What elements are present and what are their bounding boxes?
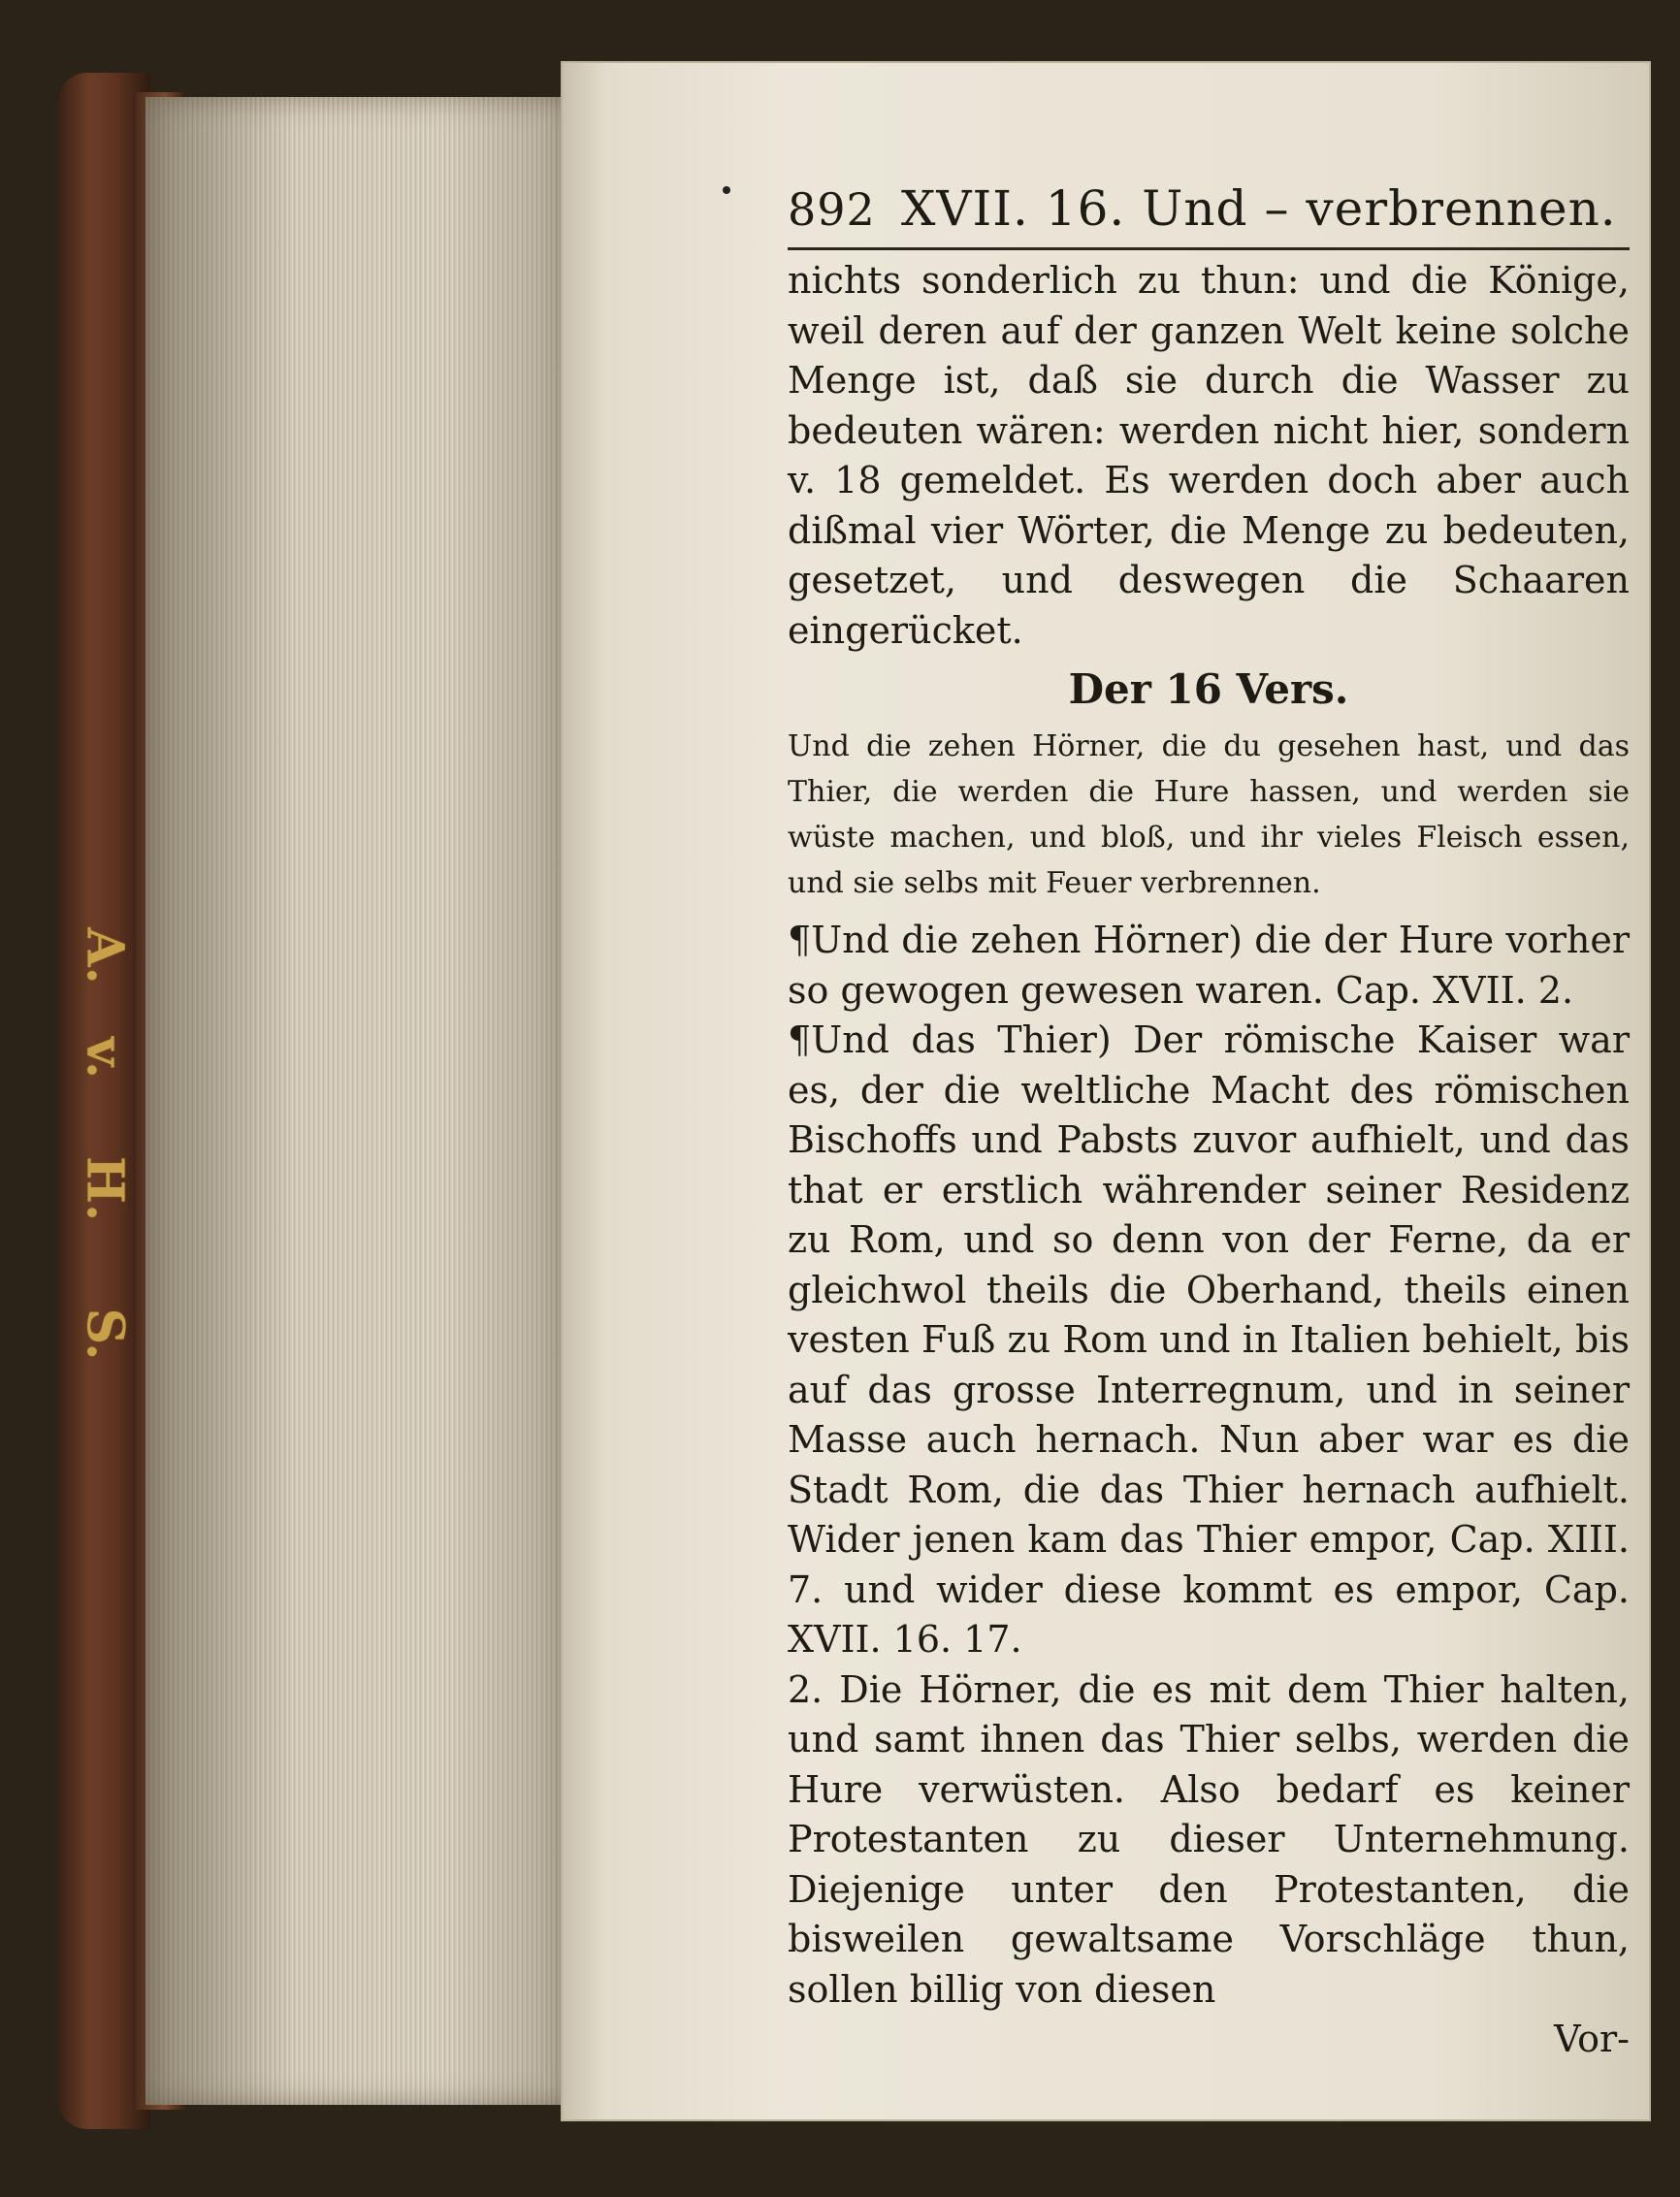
verse-heading: Der 16 Vers. [1068,665,1349,713]
body-text [788,256,1630,2063]
paragraph: ¶Und die zehen Hörner) die der Hure vorher so gewogen gewesen waren. Cap. XVII. 2. [788,919,1630,1012]
paragraph: ¶Und das Thier) Der römische Kaiser war es, der die weltliche Macht des römischen Bischoffs und Pabsts zuvor aufhielt, und das that er erstlich währender seiner Residenz zu Rom, und so denn von der Ferne, da er gleichwol theils die Oberhand, theils einen vesten Fuß zu Rom und in Italien behielt, bis auf das grosse Interregnum, und in seiner Masse auch hernach. Nun aber war es die Stadt Rom, die das Thier hernach aufhielt. Wider jenen kam das Thier empor, Cap. XIII. 7. und wider diese kommt es empor, Cap. XVII. 16. 17. [788,1018,1630,1661]
page-number: 892 [788,183,876,236]
spine-letter: v. [75,1036,134,1080]
page-edges [145,97,567,2105]
page-edges-shade [145,97,567,2105]
catchword: Vor- [1554,2018,1630,2060]
spine-letter: S. [75,1308,134,1361]
page-text [788,175,1630,2063]
spine-letter: H. [75,1155,134,1222]
spine-letter: A. [75,927,134,985]
running-title: XVII. 16. Und – verbrennen. [900,180,1617,237]
paragraph: nichts sonderlich zu thun: und die Könige, weil deren auf der ganzen Welt keine solche Menge ist, daß sie durch die Wasser zu bedeuten wären: werden nicht hier, sondern v. 18 gemeldet. Es werden doch aber auch dißmal vier Wörter, die Menge zu bedeuten, gesetzet, und deswegen die Schaaren eingerücket. [788,259,1630,652]
paragraph: 2. Die Hörner, die es mit dem Thier halten, und samt ihnen das Thier selbs, werden die Hure verwüsten. Also bedarf es keiner Protestanten zu dieser Unternehmung. Diejenige unter den Protestanten, die bisweilen gewaltsame Vorschläge thun, sollen billig von diesen [788,1667,1630,2011]
ink-dot [723,186,730,194]
running-header [788,175,1630,250]
verse-text: Und die zehen Hörner, die du gesehen hast, und das Thier, die werden die Hure hassen, und werden sie wüste machen, und bloß, und ihr vieles Fleisch essen, und sie selbs mit Feuer verbrennen. [788,729,1630,900]
